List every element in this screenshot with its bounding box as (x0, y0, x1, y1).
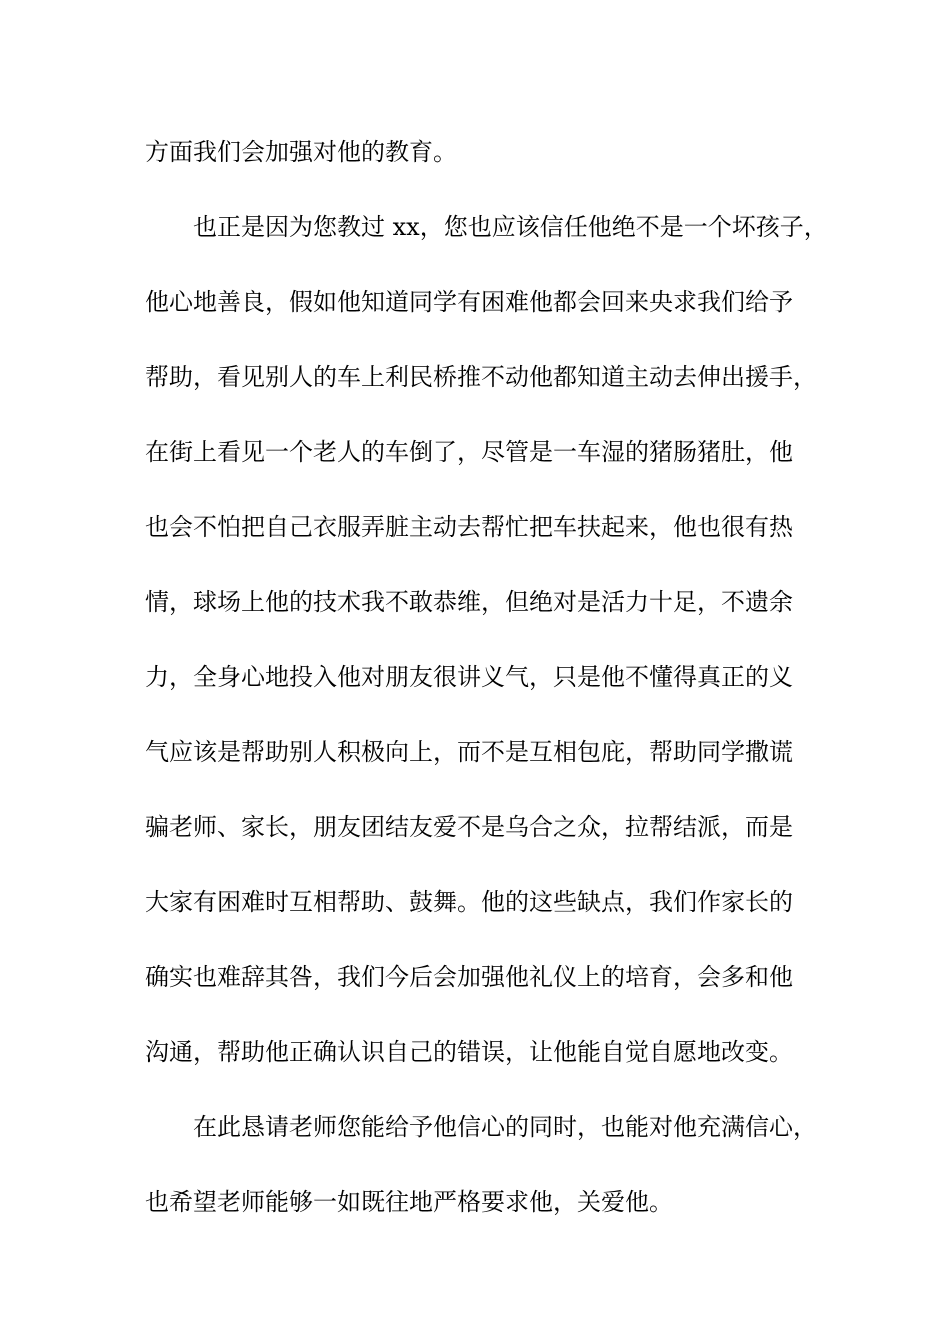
text-line: 帮助，看见别人的车上利民桥推不动他都知道主动去伸出援手， (145, 363, 817, 391)
text-line: 情，球场上他的技术我不敢恭维，但绝对是活力十足，不遗余 (145, 588, 793, 616)
text-line: 也希望老师能够一如既往地严格要求他，关爱他。 (145, 1188, 673, 1216)
paragraph-start-line: 也正是因为您教过 xx，您也应该信任他绝不是一个坏孩子， (193, 213, 828, 241)
text-line: 气应该是帮助别人积极向上，而不是互相包庇，帮助同学撒谎 (145, 738, 793, 766)
text-line: 他心地善良，假如他知道同学有困难他都会回来央求我们给予 (145, 288, 793, 316)
paragraph-start-line: 在此恳请老师您能给予他信心的同时，也能对他充满信心， (193, 1113, 817, 1141)
text-line: 也会不怕把自己衣服弄脏主动去帮忙把车扶起来，他也很有热 (145, 513, 793, 541)
text-line: 大家有困难时互相帮助、鼓舞。他的这些缺点，我们作家长的 (145, 888, 793, 916)
text-line: 确实也难辞其咎，我们今后会加强他礼仪上的培育，会多和他 (145, 963, 793, 991)
text-line: 方面我们会加强对他的教育。 (145, 138, 457, 166)
text-line: 力，全身心地投入他对朋友很讲义气，只是他不懂得真正的义 (145, 663, 793, 691)
text-line: 在街上看见一个老人的车倒了，尽管是一车湿的猪肠猪肚，他 (145, 438, 793, 466)
text-line: 沟通，帮助他正确认识自己的错误，让他能自觉自愿地改变。 (145, 1038, 793, 1066)
text-line: 骗老师、家长，朋友团结友爱不是乌合之众，拉帮结派，而是 (145, 813, 793, 841)
